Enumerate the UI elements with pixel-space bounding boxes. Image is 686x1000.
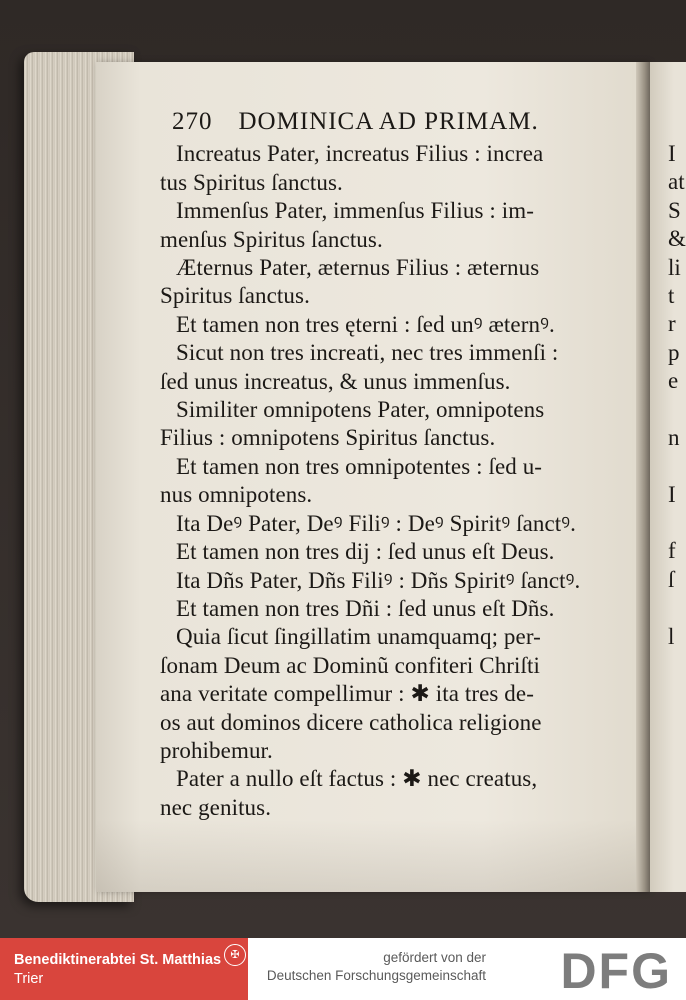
text-line: ſed unus increatus, & unus immenſus. xyxy=(160,368,511,394)
facing-page-fragment: at xyxy=(668,169,685,195)
dfg-logo-text: DFG xyxy=(560,944,672,994)
text-line: Spiritus ſanctus. xyxy=(160,283,310,309)
facing-page-fragment xyxy=(668,396,686,424)
funded-line-2: Deutschen Forschungsgemeinschaft xyxy=(266,968,486,983)
facing-page-fragment: I xyxy=(668,141,676,166)
abbey-logo-icon: ✠ xyxy=(224,944,246,966)
facing-page-fragment: li xyxy=(668,254,681,280)
page-header xyxy=(172,108,630,136)
facing-page-fragment: & xyxy=(668,226,686,252)
page-bottom-shade xyxy=(96,820,648,892)
text-line: tus Spiritus ſanctus. xyxy=(160,169,343,195)
text-line: Sicut non tres increati, nec tres immenſi : xyxy=(176,340,559,366)
text-lines xyxy=(160,140,630,822)
text-line: Pater a nullo eſt factus : ✱ nec creatus, xyxy=(176,766,538,792)
text-line: Et tamen non tres Dñi : ſed unus eſt Dñs. xyxy=(176,595,555,621)
text-line: os aut dominos dicere catholica religione xyxy=(160,709,542,735)
text-line: Ita Dñs Pater, Dñs Filiꝰ : Dñs Spiritꝰ ſanctꝰ. xyxy=(176,567,581,593)
facing-page-fragments xyxy=(668,140,686,679)
facing-page-fragment: r xyxy=(668,311,676,337)
facing-page-fragment xyxy=(668,509,686,537)
text-line: nus omnipotens. xyxy=(160,482,313,508)
text-line: Filius : omnipotens Spiritus ſanctus. xyxy=(160,425,496,451)
text-line: Similiter omnipotens Pater, omnipotens xyxy=(176,397,545,423)
text-line: Immenſus Pater, immenſus Filius : im- xyxy=(176,198,534,224)
facing-page-fragment: l xyxy=(668,623,675,649)
page-text-block xyxy=(160,108,630,822)
facing-page-fragment: e xyxy=(668,368,679,394)
institution-name: Benediktinerabtei St. Matthias xyxy=(14,952,222,968)
funding-notice xyxy=(267,949,486,985)
text-line: Et tamen non tres dij : ſed unus eſt Deus. xyxy=(176,539,555,565)
text-line: Quia ſicut ſingillatim unamquamq; per- xyxy=(176,624,541,650)
text-line: prohibemur. xyxy=(160,737,273,763)
dfg-logo-icon[interactable] xyxy=(496,944,676,994)
facing-page-fragment: n xyxy=(668,424,680,450)
facing-page-fragment: f xyxy=(668,538,676,564)
facing-page-fragment: S xyxy=(668,197,681,223)
facing-page-fragment xyxy=(668,594,686,622)
text-line: nec genitus. xyxy=(160,794,272,820)
facing-page-fragment xyxy=(668,452,686,480)
text-line: Et tamen non tres ęterni : ſed unꝰ æternꝰ. xyxy=(176,311,555,337)
book-gutter xyxy=(636,62,650,892)
text-line: Increatus Pater, increatus Filius : increa xyxy=(176,141,544,167)
text-line: Ita Deꝰ Pater, Deꝰ Filiꝰ : Deꝰ Spiritꝰ ſanctꝰ. xyxy=(176,510,577,536)
text-line: ſonam Deum ac Dominũ confiteri Chriſti xyxy=(160,652,541,678)
facing-page-fragment xyxy=(668,651,686,679)
facing-page-fragment: p xyxy=(668,339,680,365)
funded-line-1: gefördert von der xyxy=(383,950,486,965)
facing-page-fragment: t xyxy=(668,282,675,308)
running-title: DOMINICA AD PRIMAM. xyxy=(238,108,539,135)
text-line: menſus Spiritus ſanctus. xyxy=(160,226,383,252)
institution-city: Trier xyxy=(14,971,44,987)
page-number: 270 xyxy=(172,108,213,135)
facing-page-fragment: I xyxy=(668,481,676,507)
text-line: ana veritate compellimur : ✱ ita tres de- xyxy=(160,681,534,707)
text-line: Æternus Pater, æternus Filius : æternus xyxy=(176,255,540,281)
facing-page-fragment: ſ xyxy=(668,566,675,592)
institution-badge[interactable] xyxy=(0,938,248,1000)
text-line: Et tamen non tres omnipotentes : ſed u- xyxy=(176,453,543,479)
